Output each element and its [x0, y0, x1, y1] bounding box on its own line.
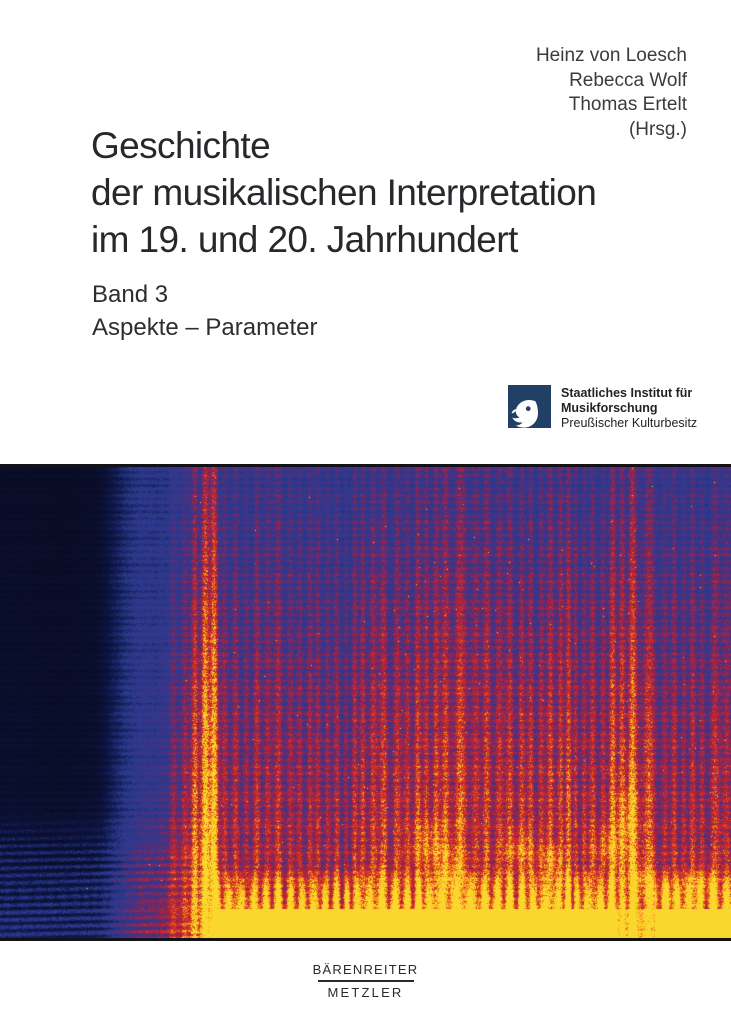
publisher-logo: [0, 962, 731, 1000]
institute-name-line2: Musikforschung: [561, 401, 658, 415]
spectrogram-panel: [0, 464, 731, 941]
eagle-icon: [508, 385, 551, 428]
publisher-metzler-label: METZLER: [327, 985, 404, 1000]
book-title: [91, 122, 596, 263]
spectrogram-image: [0, 467, 731, 938]
publisher-divider: [318, 980, 414, 982]
volume-band: Band 3: [92, 281, 169, 308]
editor-name: Rebecca Wolf: [569, 69, 687, 91]
publisher-baerenreiter-label: BÄRENREITER: [312, 962, 419, 977]
institute-logo-square: [508, 385, 551, 428]
title-line: im 19. und 20. Jahrhundert: [91, 219, 518, 260]
editor-name: Thomas Ertelt: [568, 94, 687, 115]
title-line: Geschichte: [91, 125, 271, 166]
volume-subtitle: Aspekte – Parameter: [92, 314, 318, 341]
editor-name: Heinz von Loesch: [535, 45, 687, 66]
editors-hrsg-label: (Hrsg.): [628, 118, 687, 140]
institute-name-line1: Staatliches Institut für: [561, 386, 693, 400]
institute-name-line3: Preußischer Kulturbesitz: [561, 416, 698, 430]
volume-block: [92, 278, 317, 344]
institute-logo-block: [508, 385, 697, 431]
institute-name: [561, 385, 697, 431]
title-line: der musikalischen Interpretation: [91, 172, 597, 213]
